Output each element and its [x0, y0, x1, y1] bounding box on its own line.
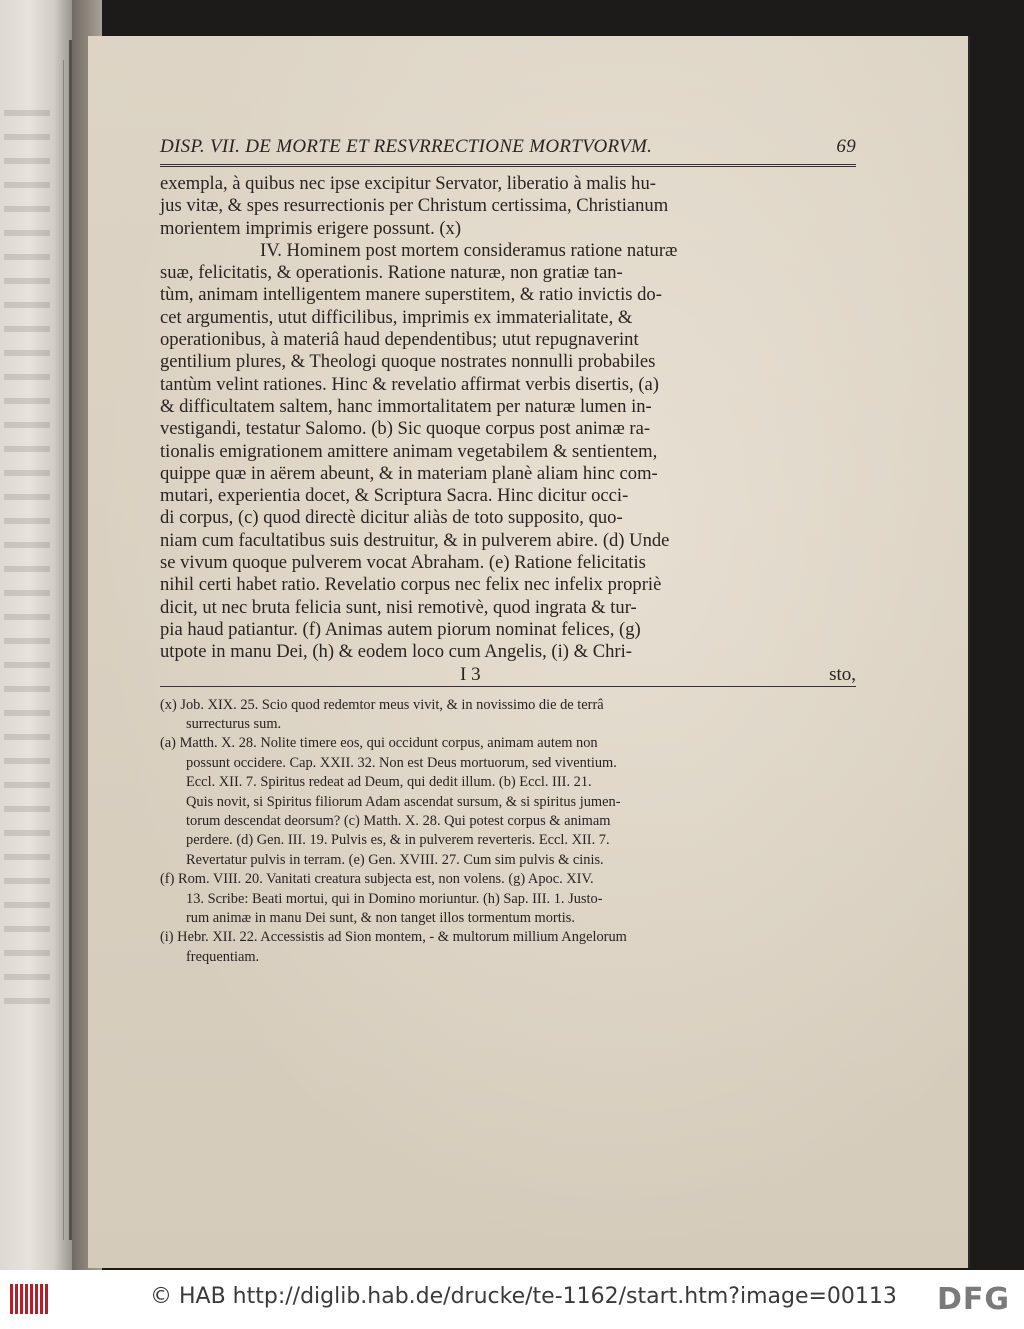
body-line: pia haud patiantur. (f) Animas autem piorum nominat felices, (g)	[160, 618, 641, 640]
body-line: operationibus, à materiâ haud dependentibus; utut repugnaverint	[160, 329, 639, 351]
body-line: & difficultatem saltem, hanc immortalitatem per naturæ lumen in-	[160, 395, 652, 417]
left-adjacent-page	[0, 0, 72, 1270]
footnotes	[160, 696, 856, 968]
footer-bar	[0, 1270, 1024, 1329]
scanned-page	[88, 36, 968, 1268]
catchword: sto,	[829, 663, 856, 685]
footnote-line: perdere. (d) Gen. III. 19. Pulvis es, & in pulverem reverteris. Eccl. XII. 7.	[186, 832, 610, 849]
body-line: jus vitæ, & spes resurrectionis per Christum certissima, Christianum	[160, 195, 669, 217]
body-line: nihil certi habet ratio. Revelatio corpus nec felix nec infelix propriè	[160, 574, 662, 596]
body-line: IV. Hominem post mortem consideramus ratione naturæ	[260, 239, 678, 261]
body-line: utpote in manu Dei, (h) & eodem loco cum Angelis, (i) & Chri-	[160, 641, 632, 663]
footnote-line: rum animæ in manu Dei sunt, & non tanget illos tormentum mortis.	[186, 910, 575, 926]
header-rule	[160, 164, 856, 167]
footnote-rule	[160, 686, 856, 687]
signature-mark: I 3	[460, 663, 481, 685]
page-number: 69	[836, 136, 856, 157]
body-line: se vivum quoque pulverem vocat Abraham. (e) Ratione felicitatis	[160, 552, 646, 574]
footnote-line: (x) Job. XIX. 25. Scio quod redemtor meus vivit, & in novissimo die de terrâ	[160, 696, 604, 713]
body-line: cet argumentis, utut difficilibus, imprimis ex immaterialitate, &	[160, 306, 633, 328]
footnote-line: (f) Rom. VIII. 20. Vanitati creatura subjecta est, non volens. (g) Apoc. XIV.	[160, 871, 594, 888]
footnote-line: Eccl. XII. 7. Spiritus redeat ad Deum, qui dedit illum. (b) Eccl. III. 21.	[186, 774, 592, 791]
body-line: di corpus, (c) quod directè dicitur aliàs de toto supposito, quo-	[160, 507, 623, 529]
signature-row	[160, 664, 856, 690]
body-line: tùm, animam intelligentem manere superstitem, & ratio invictis do-	[160, 284, 662, 306]
footnote-line: torum descendat deorsum? (c) Matth. X. 28. Qui potest corpus & animam	[186, 812, 611, 829]
body-line: quippe quæ in aërem abeunt, & in materiam planè aliam hinc com-	[160, 462, 658, 484]
footnote-line: frequentiam.	[186, 948, 260, 965]
dfg-logo: DFG	[936, 1282, 1010, 1317]
left-page-edge-line	[63, 60, 64, 1240]
body-line: niam cum facultatibus suis destruitur, & in pulverem abire. (d) Unde	[160, 529, 670, 551]
footnote-line: possunt occidere. Cap. XXII. 32. Non est Deus mortuorum, sed viventium.	[186, 754, 617, 771]
footnote-line: surrecturus sum.	[186, 715, 282, 732]
footnote-line: 13. Scribe: Beati mortui, qui in Domino moriuntur. (h) Sap. III. 1. Justo-	[186, 890, 603, 907]
footnote-line: Quis novit, si Spiritus filiorum Adam ascendat sursum, & si spiritus jumen-	[186, 793, 621, 810]
body-line: suæ, felicitatis, & operationis. Ratione naturæ, non gratiæ tan-	[160, 262, 623, 284]
body-line: tantùm velint rationes. Hinc & revelatio affirmat verbis disertis, (a)	[160, 373, 659, 395]
footnote-line: (i) Hebr. XII. 22. Accessistis ad Sion montem, - & multorum millium Angelorum	[160, 929, 627, 946]
hab-barcode-logo	[10, 1284, 48, 1314]
body-text	[160, 173, 856, 664]
footnote-line: Revertatur pulvis in terram. (e) Gen. XVIII. 27. Cum sim pulvis & cinis.	[186, 851, 604, 868]
body-line: morientem imprimis erigere possunt. (x)	[160, 217, 462, 239]
footnote-line: (a) Matth. X. 28. Nolite timere eos, qui occidunt corpus, animam autem non	[160, 735, 598, 752]
body-line: dicit, ut nec bruta felicia sunt, nisi remotivè, quod ingrata & tur-	[160, 596, 637, 618]
footer-credit-link[interactable]: © HAB http://diglib.hab.de/drucke/te-1162/start.htm?image=00113	[150, 1284, 897, 1309]
body-line: vestigandi, testatur Salomo. (b) Sic quoque corpus post animæ ra-	[160, 418, 651, 440]
body-line: gentilium plures, & Theologi quoque nostrates nonnulli probabiles	[160, 351, 656, 373]
body-line: mutari, experientia docet, & Scriptura Sacra. Hinc dicitur occi-	[160, 485, 629, 507]
running-header	[160, 136, 856, 158]
body-line: exempla, à quibus nec ipse excipitur Servator, liberatio à malis hu-	[160, 173, 656, 194]
left-page-bleed-through	[4, 110, 50, 1010]
body-line: tionalis emigrationem amittere animam vegetabilem & sentientem,	[160, 440, 658, 462]
header-title: DISP. VII. DE MORTE ET RESVRRECTIONE MORTVORVM.	[160, 136, 653, 157]
page-content	[160, 136, 856, 967]
